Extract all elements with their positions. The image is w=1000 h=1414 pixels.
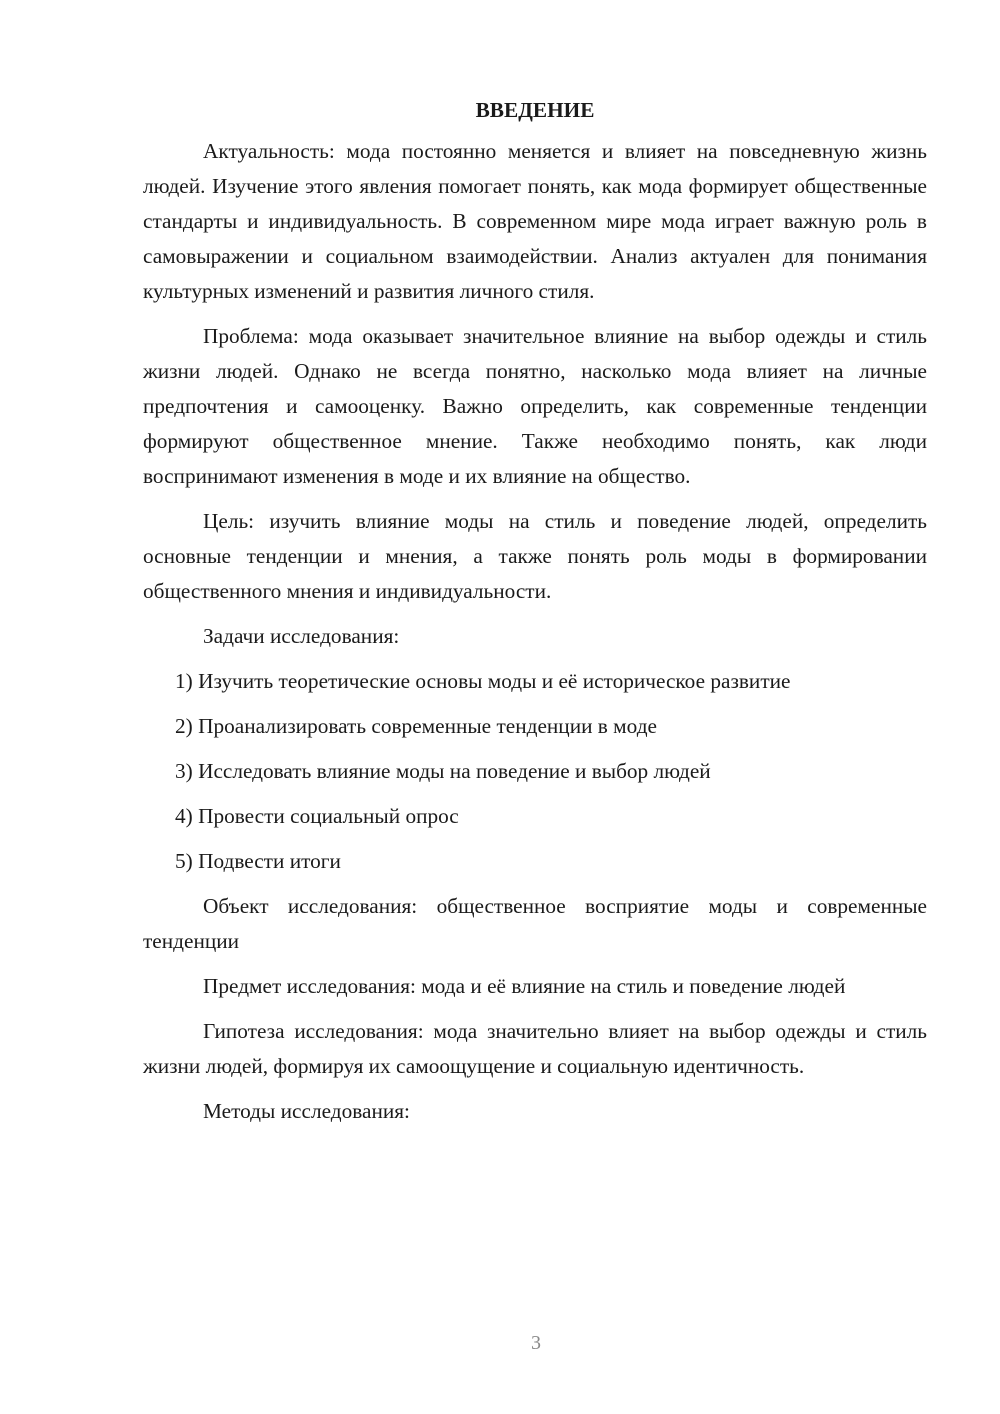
goal-paragraph: Цель: изучить влияние моды на стиль и поведение людей, определить основные тенденции и мнения, а также понять роль моды в формировании общественного мнения и индивидуальности. (143, 509, 927, 603)
hypothesis-paragraph: Гипотеза исследования: мода значительно влияет на выбор одежды и стиль жизни людей, формируя их самоощущение и социальную идентичность. (143, 1019, 927, 1078)
task-item-4: 4) Провести социальный опрос (175, 804, 459, 828)
task-item-2: 2) Проанализировать современные тенденции в моде (175, 714, 657, 738)
relevance-paragraph: Актуальность: мода постоянно меняется и влияет на повседневную жизнь людей. Изучение этого явления помогает понять, как мода формирует общественные стандарты и индивидуальность. В современном мире мода играет важную роль в самовыражении и социальном взаимодействии. Анализ актуален для понимания культурных изменений и развития личного стиля. (143, 139, 927, 303)
problem-paragraph: Проблема: мода оказывает значительное влияние на выбор одежды и стиль жизни людей. Однако не всегда понятно, насколько мода влияет на личные предпочтения и самооценку. Важно определить, как современные тенденции формируют общественное мнение. Также необходимо понять, как люди воспринимают изменения в моде и их влияние на общество. (143, 324, 927, 488)
task-item-5: 5) Подвести итоги (175, 849, 341, 873)
object-paragraph: Объект исследования: общественное восприятие моды и современные тенденции (143, 894, 927, 953)
task-item-3: 3) Исследовать влияние моды на поведение и выбор людей (175, 759, 711, 783)
methods-title: Методы исследования: (203, 1099, 410, 1123)
tasks-title: Задачи исследования: (203, 624, 400, 648)
task-item-1: 1) Изучить теоретические основы моды и её историческое развитие (175, 669, 791, 693)
subject-paragraph: Предмет исследования: мода и её влияние на стиль и поведение людей (203, 974, 846, 998)
document-page (143, 93, 927, 1139)
page-number: 3 (531, 1332, 541, 1354)
section-heading: ВВЕДЕНИЕ (475, 98, 595, 122)
